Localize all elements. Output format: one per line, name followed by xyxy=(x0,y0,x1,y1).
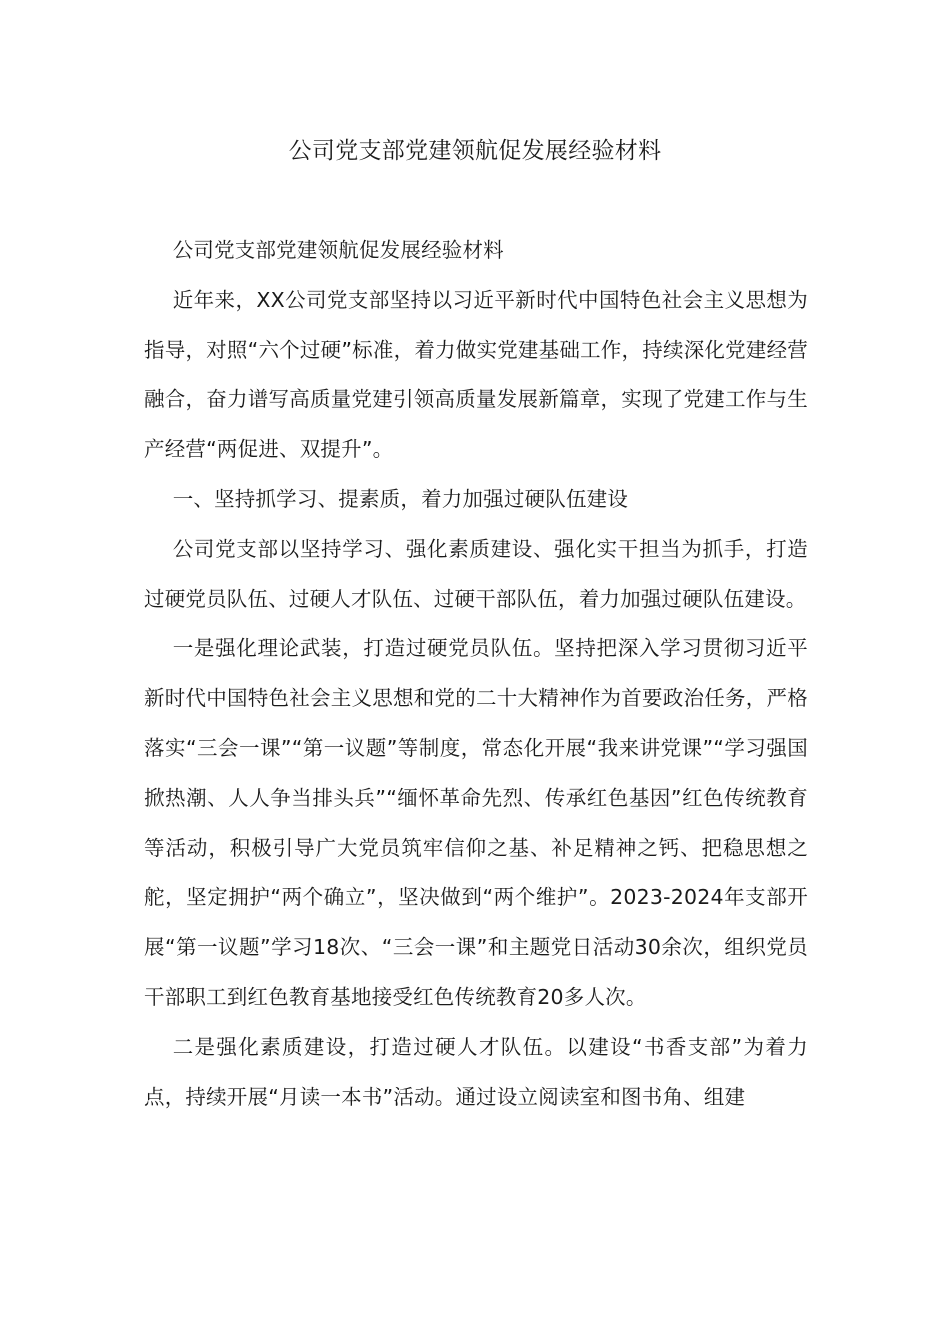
paragraph-intro: 近年来，XX公司党支部坚持以习近平新时代中国特色社会主义思想为指导，对照“六个过硬”标准，着力做实党建基础工作，持续深化党建经营融合，奋力谱写高质量党建引领高质量发展新篇章，实现了党建工作与生产经营“两促进、双提升”。 xyxy=(144,287,808,462)
document-title: 公司党支部党建领航促发展经验材料 xyxy=(288,138,662,164)
paragraph-section-1-summary: 公司党支部以坚持学习、强化素质建设、强化实干担当为抓手，打造过硬党员队伍、过硬人才队伍、过硬干部队伍，着力加强过硬队伍建设。 xyxy=(144,536,808,611)
paragraph-subtitle: 公司党支部党建领航促发展经验材料 xyxy=(172,238,504,262)
document-body xyxy=(144,226,808,1122)
paragraph-point-1: 一是强化理论武装，打造过硬党员队伍。坚持把深入学习贯彻习近平新时代中国特色社会主义思想和党的二十大精神作为首要政治任务，严格落实“三会一课”“第一议题”等制度，常态化开展“我来讲党课”“学习强国掀热潮、人人争当排头兵”“缅怀革命先烈、传承红色基因”红色传统教育等活动，积极引导广大党员筑牢信仰之基、补足精神之钙、把稳思想之舵，坚定拥护“两个确立”，坚决做到“两个维护”。2023-2024年支部开展“第一议题”学习18次、“三会一课”和主题党日活动30余次，组织党员干部职工到红色教育基地接受红色传统教育20多人次。 xyxy=(144,636,808,1009)
paragraph-point-2: 二是强化素质建设，打造过硬人才队伍。以建设“书香支部”为着力点，持续开展“月读一本书”活动。通过设立阅读室和图书角、组建 xyxy=(144,1034,808,1109)
section-heading-1: 一、坚持抓学习、提素质，着力加强过硬队伍建设 xyxy=(172,486,629,511)
